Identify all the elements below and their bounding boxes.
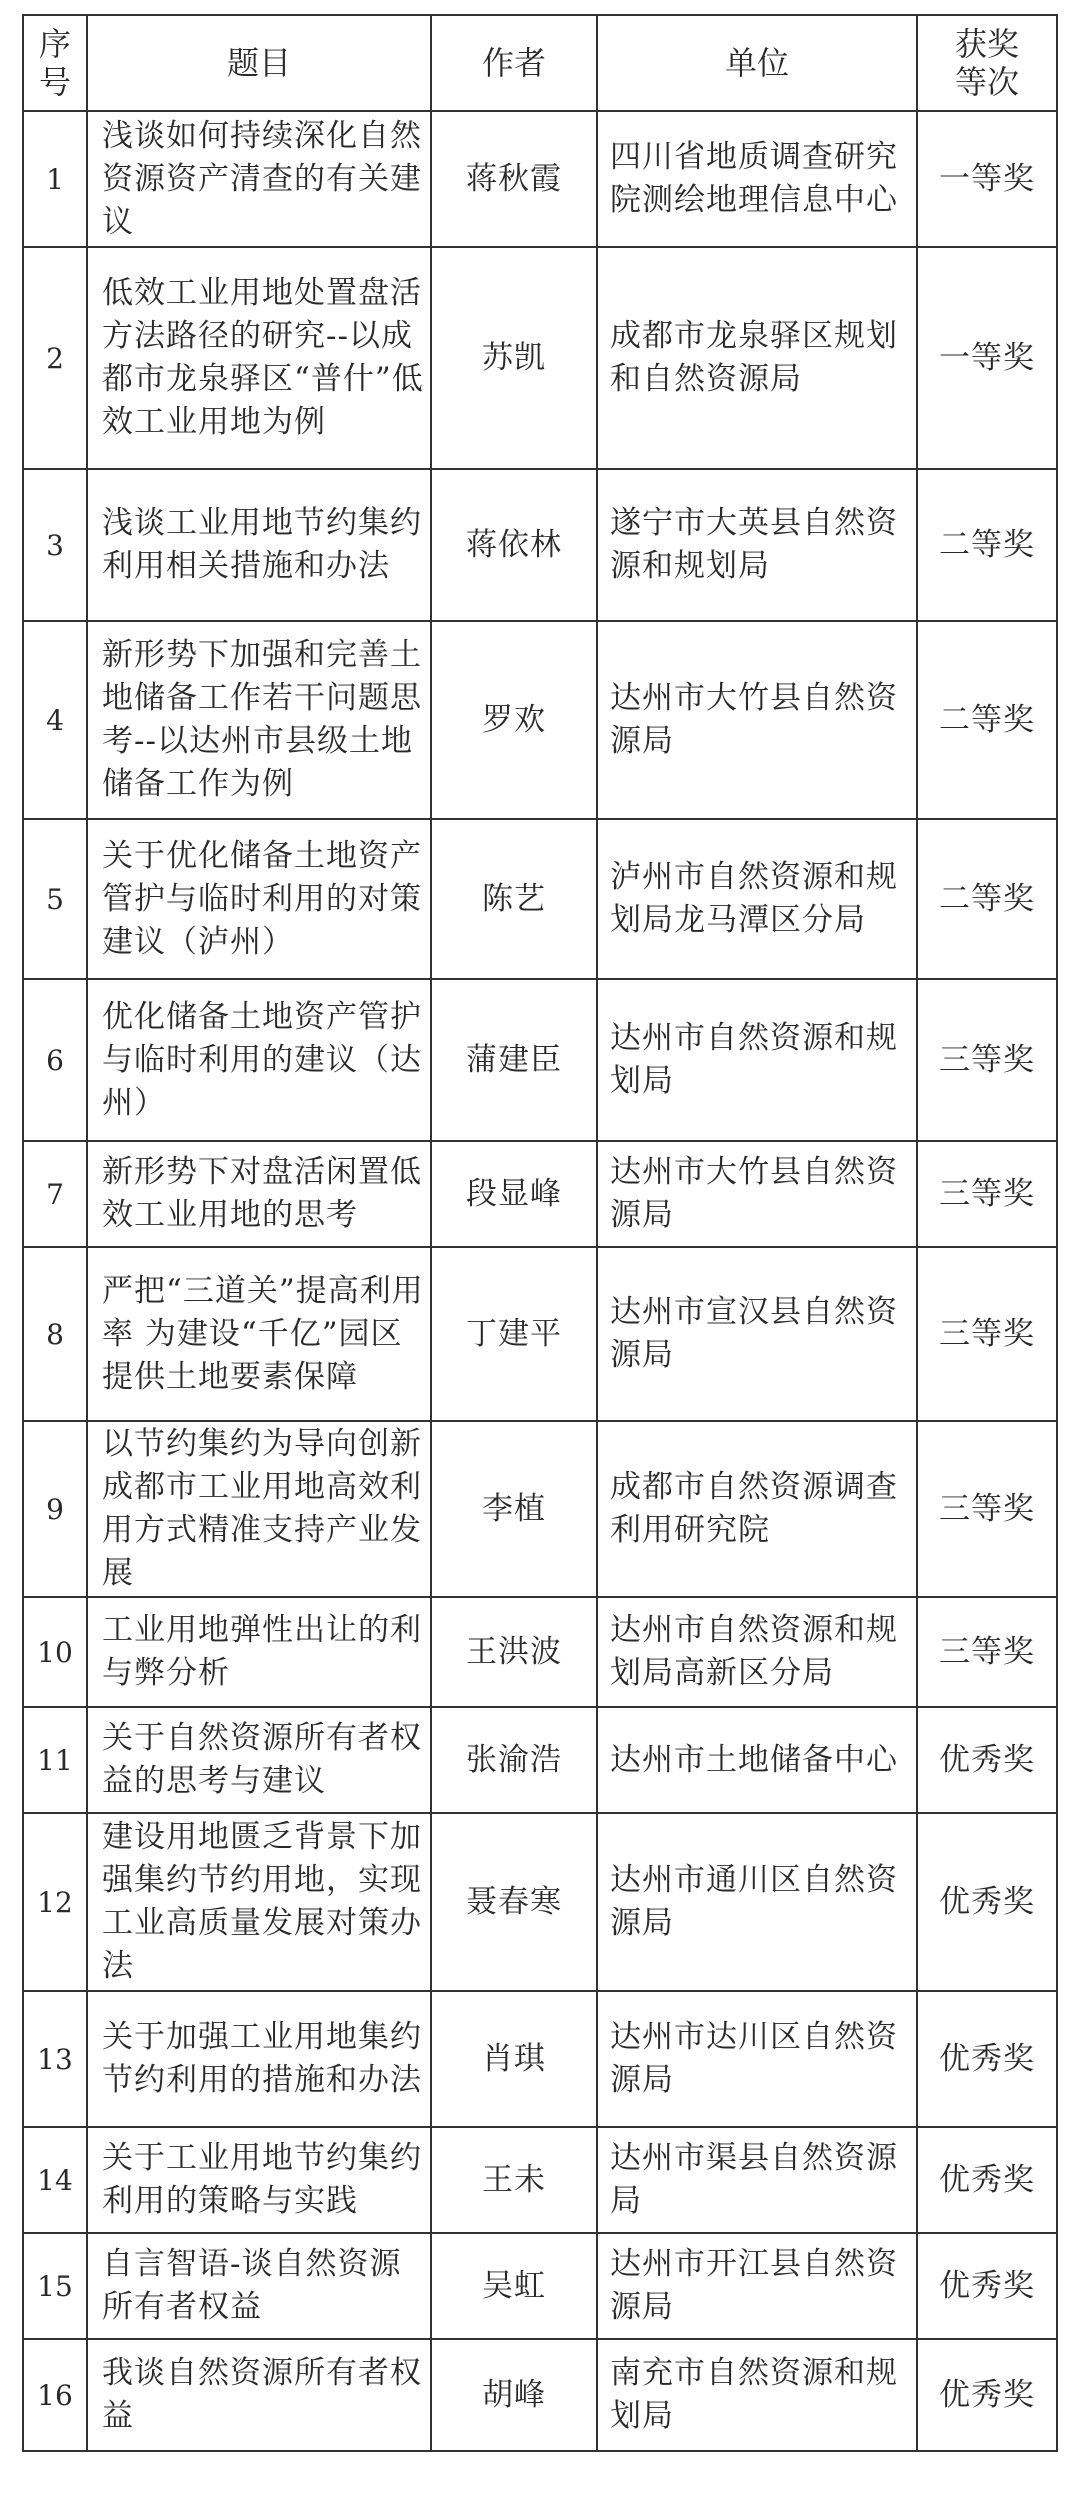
row-award: 三等奖 [917, 1597, 1057, 1707]
row-num: 12 [23, 1813, 87, 1991]
row-title: 关于加强工业用地集约节约利用的措施和办法 [87, 1991, 431, 2127]
row-title: 工业用地弹性出让的利与弊分析 [87, 1597, 431, 1707]
row-award: 三等奖 [917, 1421, 1057, 1597]
row-author: 胡峰 [431, 2339, 597, 2451]
row-award: 优秀奖 [917, 1991, 1057, 2127]
row-title: 严把“三道关”提高利用率 为建设“千亿”园区提供土地要素保障 [87, 1247, 431, 1421]
row-award: 一等奖 [917, 247, 1057, 469]
row-award: 优秀奖 [917, 2233, 1057, 2339]
table-row [23, 1421, 1057, 1597]
row-award: 二等奖 [917, 469, 1057, 621]
header-award: 获奖 等次 [917, 15, 1057, 111]
row-num: 6 [23, 979, 87, 1141]
row-author: 王洪波 [431, 1597, 597, 1707]
header-row [23, 15, 1057, 111]
row-title: 自言智语-谈自然资源所有者权益 [87, 2233, 431, 2339]
award-table [22, 14, 1058, 2452]
header-title: 题目 [87, 15, 431, 111]
table-row [23, 2339, 1057, 2451]
row-author: 苏凯 [431, 247, 597, 469]
row-num: 9 [23, 1421, 87, 1597]
row-num: 1 [23, 111, 87, 247]
row-award: 优秀奖 [917, 2127, 1057, 2233]
row-author: 聂春寒 [431, 1813, 597, 1991]
row-award: 三等奖 [917, 1141, 1057, 1247]
row-num: 13 [23, 1991, 87, 2127]
row-unit: 达州市大竹县自然资源局 [597, 1141, 917, 1247]
table-row [23, 1141, 1057, 1247]
row-award: 优秀奖 [917, 1813, 1057, 1991]
row-title: 新形势下对盘活闲置低效工业用地的思考 [87, 1141, 431, 1247]
row-author: 罗欢 [431, 621, 597, 819]
header-author: 作者 [431, 15, 597, 111]
row-title: 关于优化储备土地资产管护与临时利用的对策建议（泸州） [87, 819, 431, 979]
award-list-sheet [22, 14, 1056, 2452]
row-title: 关于自然资源所有者权益的思考与建议 [87, 1707, 431, 1813]
header-unit: 单位 [597, 15, 917, 111]
row-unit: 达州市开江县自然资源局 [597, 2233, 917, 2339]
row-award: 一等奖 [917, 111, 1057, 247]
row-author: 肖琪 [431, 1991, 597, 2127]
row-title: 以节约集约为导向创新成都市工业用地高效利用方式精准支持产业发展 [87, 1421, 431, 1597]
row-author: 蒋依林 [431, 469, 597, 621]
row-title: 低效工业用地处置盘活方法路径的研究--以成都市龙泉驿区“普什”低效工业用地为例 [87, 247, 431, 469]
table-row [23, 621, 1057, 819]
table-row [23, 1991, 1057, 2127]
row-unit: 成都市自然资源调查利用研究院 [597, 1421, 917, 1597]
row-unit: 达州市通川区自然资源局 [597, 1813, 917, 1991]
row-unit: 达州市宣汉县自然资源局 [597, 1247, 917, 1421]
row-unit: 遂宁市大英县自然资源和规划局 [597, 469, 917, 621]
row-author: 吴虹 [431, 2233, 597, 2339]
row-author: 李植 [431, 1421, 597, 1597]
row-author: 丁建平 [431, 1247, 597, 1421]
row-unit: 四川省地质调查研究院测绘地理信息中心 [597, 111, 917, 247]
row-num: 8 [23, 1247, 87, 1421]
row-num: 15 [23, 2233, 87, 2339]
row-title: 建设用地匮乏背景下加强集约节约用地，实现工业高质量发展对策办法 [87, 1813, 431, 1991]
row-author: 段显峰 [431, 1141, 597, 1247]
row-award: 三等奖 [917, 979, 1057, 1141]
row-num: 4 [23, 621, 87, 819]
row-unit: 成都市龙泉驿区规划和自然资源局 [597, 247, 917, 469]
row-title: 浅谈工业用地节约集约利用相关措施和办法 [87, 469, 431, 621]
row-unit: 达州市自然资源和规划局高新区分局 [597, 1597, 917, 1707]
table-row [23, 1707, 1057, 1813]
table-row [23, 1597, 1057, 1707]
table-row [23, 111, 1057, 247]
row-unit: 南充市自然资源和规划局 [597, 2339, 917, 2451]
table-row [23, 2233, 1057, 2339]
row-unit: 达州市土地储备中心 [597, 1707, 917, 1813]
row-author: 陈艺 [431, 819, 597, 979]
row-unit: 达州市大竹县自然资源局 [597, 621, 917, 819]
row-award: 三等奖 [917, 1247, 1057, 1421]
row-num: 10 [23, 1597, 87, 1707]
table-row [23, 1813, 1057, 1991]
row-author: 蒋秋霞 [431, 111, 597, 247]
row-author: 蒲建臣 [431, 979, 597, 1141]
table-row [23, 819, 1057, 979]
row-unit: 达州市自然资源和规划局 [597, 979, 917, 1141]
table-row [23, 469, 1057, 621]
table-row [23, 979, 1057, 1141]
row-num: 2 [23, 247, 87, 469]
row-unit: 达州市渠县自然资源局 [597, 2127, 917, 2233]
table-row [23, 247, 1057, 469]
row-title: 关于工业用地节约集约利用的策略与实践 [87, 2127, 431, 2233]
row-title: 浅谈如何持续深化自然资源资产清查的有关建议 [87, 111, 431, 247]
row-num: 11 [23, 1707, 87, 1813]
row-award: 二等奖 [917, 621, 1057, 819]
header-num: 序 号 [23, 15, 87, 111]
row-num: 3 [23, 469, 87, 621]
row-award: 二等奖 [917, 819, 1057, 979]
row-award: 优秀奖 [917, 1707, 1057, 1813]
table-row [23, 2127, 1057, 2233]
row-award: 优秀奖 [917, 2339, 1057, 2451]
row-unit: 泸州市自然资源和规划局龙马潭区分局 [597, 819, 917, 979]
row-num: 5 [23, 819, 87, 979]
row-num: 14 [23, 2127, 87, 2233]
row-num: 7 [23, 1141, 87, 1247]
row-author: 张渝浩 [431, 1707, 597, 1813]
row-unit: 达州市达川区自然资源局 [597, 1991, 917, 2127]
row-num: 16 [23, 2339, 87, 2451]
row-title: 优化储备土地资产管护与临时利用的建议（达州） [87, 979, 431, 1141]
row-title: 我谈自然资源所有者权益 [87, 2339, 431, 2451]
table-row [23, 1247, 1057, 1421]
row-author: 王未 [431, 2127, 597, 2233]
row-title: 新形势下加强和完善土地储备工作若干问题思考--以达州市县级土地储备工作为例 [87, 621, 431, 819]
